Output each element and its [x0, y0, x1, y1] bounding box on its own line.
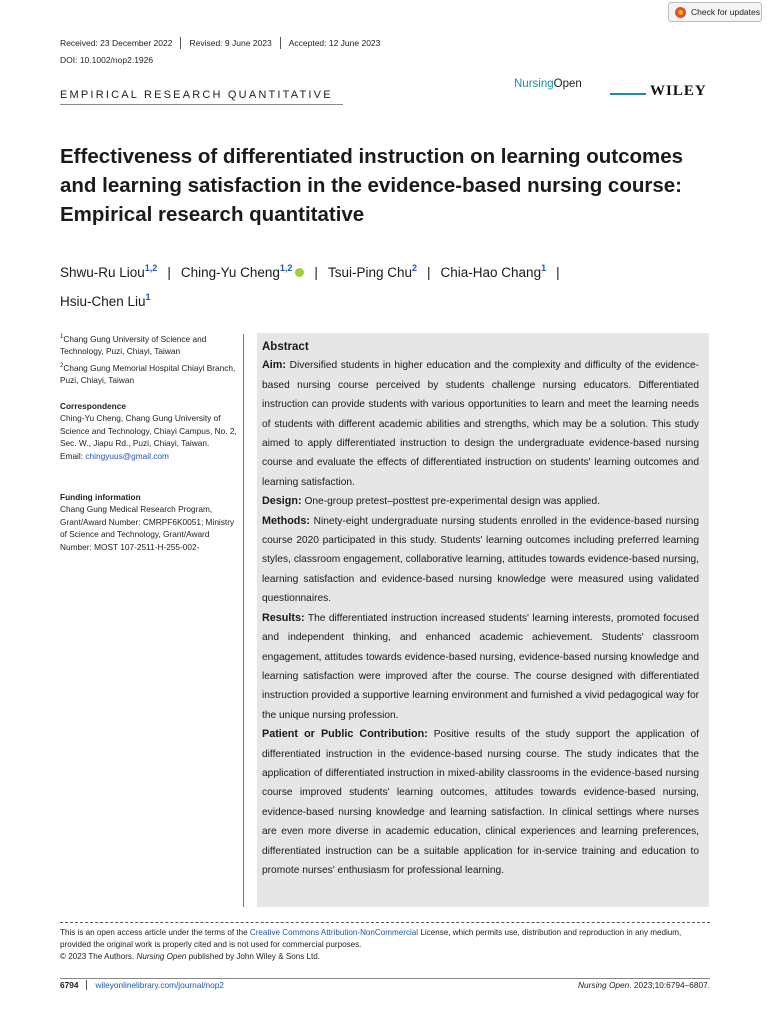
author-affiliation: 1: [145, 292, 151, 302]
page-number: 6794: [60, 980, 87, 990]
footer-journal: Nursing Open: [578, 980, 630, 990]
check-for-updates-label: Check for updates: [691, 7, 760, 17]
article-title: Effectiveness of differentiated instruction on learning outcomes and learning satisfaction in the evidence-based nursing course: Empirical research quantitative: [60, 145, 684, 226]
author-affiliation: 2: [411, 263, 417, 273]
author-name[interactable]: Chia-Hao Chang: [440, 265, 542, 280]
column-divider: [243, 334, 244, 907]
aim-text: Diversified students in higher education and the complexity and difficulty of the evidence-based nursing course perceived by students challenge nursing educators. Differentiated instruction can provide students with various opportunities to learn and meet the learning needs of students with different academic abilities and strengths, which may be a solution. This study aimed to apply differentiated instruction to design the undergraduate evidence-based nursing course and evaluate the effects of differentiated instruction on students' learning outcomes and learning satisfaction.: [262, 360, 699, 488]
copyright-publisher: published by John Wiley & Sons Ltd.: [186, 951, 321, 961]
author-affiliation: 1,2: [144, 263, 158, 273]
abstract-results: [262, 609, 699, 725]
author-separator: |: [167, 265, 171, 280]
email-line: [60, 450, 240, 462]
copyright-text: © 2023 The Authors.: [60, 951, 137, 961]
open-access-mark: [610, 93, 646, 95]
author-affiliation: 1,2: [279, 263, 293, 273]
funding-information: [60, 491, 240, 553]
email-link[interactable]: chingyuus@gmail.com: [85, 450, 169, 461]
doi: DOI: 10.1002/nop2.1926: [60, 55, 154, 65]
received-date: Received: 23 December 2022: [60, 38, 173, 48]
abstract-heading: Abstract: [262, 341, 309, 353]
author-name[interactable]: Tsui-Ping Chu: [327, 265, 412, 280]
abstract-design: [262, 492, 699, 511]
journal-url[interactable]: wileyonlinelibrary.com/journal/nop2: [95, 980, 224, 990]
abstract-methods: [262, 512, 699, 609]
revised-date: Revised: 9 June 2023: [180, 37, 279, 49]
results-text: The differentiated instruction increased students' learning interests, promoted focused and independent thinking, and enhanced academic achievement. Students' classroom engagement, attitudes towards evidence-based nursing, evidence-based nursing knowledge and learning satisfaction were improved after the course. The course designed with differentiated instruction provided a supportive learning environment and furnished a vivid pedagogical way for the unique nursing profession.: [262, 612, 699, 721]
check-for-updates-badge[interactable]: [668, 2, 762, 22]
page-footer: [60, 980, 710, 990]
journal-logo-part2: Open: [553, 78, 582, 90]
orcid-icon[interactable]: [295, 268, 304, 277]
license-text-end: License, which permits use, distribution and reproduction in any medium, provided the original work is properly cited and is not used for commercial purposes.: [60, 928, 682, 949]
license-link[interactable]: Creative Commons Attribution-NonCommercial: [249, 928, 419, 937]
article-dates: [60, 37, 388, 49]
publisher-logo: WILEY: [650, 83, 707, 99]
author-list: [60, 256, 700, 314]
design-text: One-group pretest–posttest pre-experimental design was applied.: [304, 496, 601, 508]
author-separator: |: [427, 265, 431, 280]
journal-logo-part1: Nursing: [514, 78, 554, 90]
author-separator: |: [556, 265, 560, 280]
design-label: Design:: [262, 495, 302, 508]
affiliations: [60, 331, 240, 386]
footer-rule: [60, 978, 710, 979]
correspondence-heading-text: Correspondence: [60, 401, 126, 411]
results-label: Results:: [262, 611, 305, 624]
correspondence: [60, 400, 240, 462]
aim-label: Aim:: [262, 359, 286, 372]
affiliation-item: [60, 331, 240, 358]
abstract-ppc: [262, 725, 699, 880]
email-label: Email:: [60, 450, 86, 461]
funding-text: Chang Gung Medical Research Program, Grant/Award Number: CMRPF6K0051; Ministry of Science and Technology, Grant/Award Number: MOST 107-2511-H-255-002-: [60, 504, 235, 552]
author-name[interactable]: Ching-Yu Cheng: [180, 265, 280, 280]
author-separator: |: [314, 265, 318, 280]
copyright-journal: Nursing Open: [136, 951, 187, 961]
affiliation-text: Chang Gung Memorial Hospital Chiayi Branch, Puzi, Chiayi, Taiwan: [60, 362, 236, 385]
affiliation-text: Chang Gung University of Science and Technology, Puzi, Chiayi, Taiwan: [60, 333, 207, 357]
section-rule: [60, 104, 343, 105]
accepted-date: Accepted: 12 June 2023: [280, 37, 389, 49]
correspondence-text: Ching-Yu Cheng, Chang Gung University of Science and Technology, Chiayi Campus, No. 2, Sec. W., Jiapu Rd., Puzi, Chiayi, Taiwan.: [60, 413, 237, 449]
footer-citation: [578, 980, 710, 990]
ppc-text: Positive results of the study support the application of differentiated instruction in the evidence-based nursing course. The study indicates that the application of differentiated instruction in mixed-ability classrooms in the evidence-based nursing course improved students' learning outcomes, attitudes towards evidence-based nursing, evidence-based nursing knowledge and learning satisfaction. In clinical settings where nurses are even more diverse in academic education, clinical experiences and learning preferences, differentiated instruction can be a suitable application for in-service training and education to promote nurses' enthusiasm for professional learning.: [262, 729, 699, 876]
affiliation-item: [60, 360, 240, 387]
author-name[interactable]: Hsiu-Chen Liu: [60, 294, 146, 309]
correspondence-heading: [60, 400, 240, 412]
license-note: [60, 927, 710, 962]
methods-label: Methods:: [262, 514, 310, 527]
author-affiliation: 1: [541, 263, 547, 273]
methods-text: Ninety-eight undergraduate nursing students enrolled in the evidence-based nursing course 2020 participated in this study. Students' learning outcomes including preferred learning styles, classroom engagement, collaborative learning, attitudes towards evidence-based nursing, learning satisfaction and evidence-based nursing knowledge were measured using validated questionnaires.: [262, 515, 699, 605]
abstract-box: [257, 333, 709, 907]
footer-left: [60, 980, 224, 990]
abstract-aim: [262, 356, 699, 492]
funding-heading-text: Funding information: [60, 492, 141, 502]
crossmark-icon: [675, 7, 686, 18]
license-text: This is an open access article under the terms of the: [60, 928, 250, 937]
journal-logo: [514, 78, 582, 90]
author-name[interactable]: Shwu-Ru Liou: [60, 265, 145, 280]
funding-heading: [60, 491, 240, 503]
ppc-label: Patient or Public Contribution:: [262, 728, 428, 741]
footnote-divider: [60, 922, 710, 923]
footer-citation-text: . 2023;10:6794–6807.: [629, 980, 710, 990]
section-label: EMPIRICAL RESEARCH QUANTITATIVE: [60, 89, 333, 101]
affiliation-number: 2: [60, 362, 64, 369]
affiliation-number: 1: [60, 334, 64, 340]
